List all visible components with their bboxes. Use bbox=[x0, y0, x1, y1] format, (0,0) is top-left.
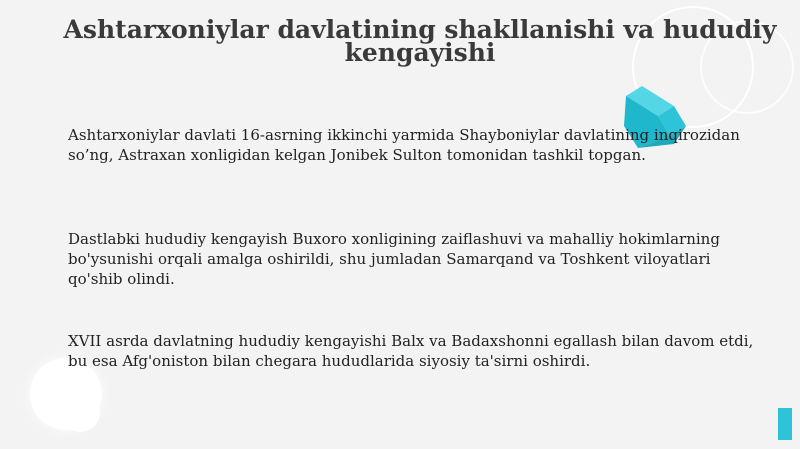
paragraph-1: Ashtarxoniylar davlati 16-asrning ikkinchi yarmida Shayboniylar davlatining inqirozidan so’ng, Astraxan xonligidan kelgan Jonibek Sulton tomonidan tashkil topgan. bbox=[68, 126, 740, 164]
slide-title: Ashtarxoniylar davlatining shakllanishi va hududiy kengayishi bbox=[63, 15, 777, 67]
paragraph-2: Dastlabki hududiy kengayish Buxoro xonligining zaiflashuvi va mahalliy hokimlarning bo'ysunishi orqali amalga oshirildi, shu jumladan Samarqand va Toshkent viloyatlari qo'shib olindi. bbox=[68, 230, 720, 288]
accent-bar bbox=[778, 408, 792, 440]
decorative-circle bbox=[60, 392, 100, 432]
paragraph-3: XVII asrda davlatning hududiy kengayishi Balx va Badaxshonni egallash bilan davom etdi, bu esa Afg'oniston bilan chegara hududlarida siyosiy ta'sirni oshirdi. bbox=[68, 332, 754, 370]
